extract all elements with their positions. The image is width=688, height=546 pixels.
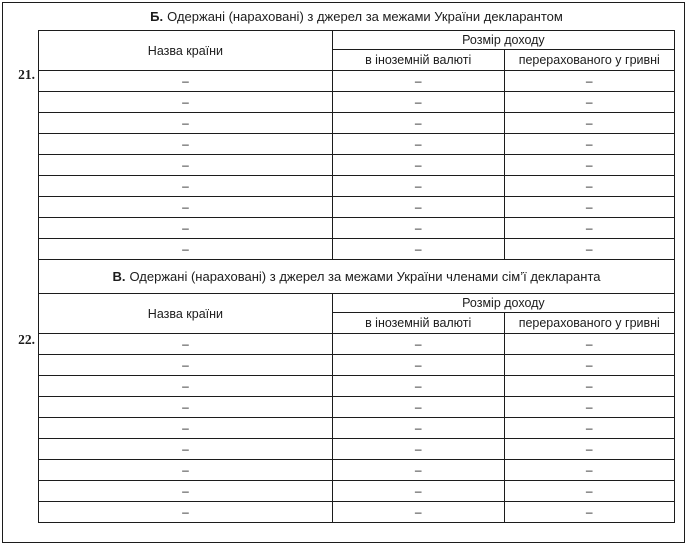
converted-uah-cell: –: [504, 218, 674, 239]
converted-uah-cell: –: [504, 397, 674, 418]
row-number-22: 22.: [18, 332, 35, 347]
country-cell: –: [39, 418, 333, 439]
country-cell: –: [39, 155, 333, 176]
foreign-currency-cell: –: [332, 376, 504, 397]
converted-uah-cell: –: [504, 134, 674, 155]
country-cell: –: [39, 355, 333, 376]
foreign-currency-cell: –: [332, 134, 504, 155]
table-row: [39, 71, 675, 92]
country-cell: –: [39, 239, 333, 260]
foreign-currency-cell: –: [332, 502, 504, 523]
converted-uah-cell: –: [504, 197, 674, 218]
foreign-currency-cell: –: [332, 71, 504, 92]
table-row: [39, 176, 675, 197]
country-cell: –: [39, 397, 333, 418]
foreign-currency-cell: –: [332, 176, 504, 197]
converted-uah-cell: –: [504, 502, 674, 523]
table-row: [39, 439, 675, 460]
column-header-country: Назва країни: [39, 31, 333, 71]
foreign-currency-cell: –: [332, 92, 504, 113]
section-v-title: [38, 260, 675, 293]
column-header-converted-uah: перерахованого у гривні: [504, 50, 674, 71]
column-header-foreign-currency: в іноземній валюті: [332, 50, 504, 71]
section-b-letter: Б.: [150, 9, 164, 24]
table-row: [39, 218, 675, 239]
table-row: [39, 334, 675, 355]
section-b-title-text: Одержані (нараховані) з джерел за межами України декларантом: [167, 9, 563, 24]
foreign-currency-cell: –: [332, 113, 504, 134]
country-cell: –: [39, 71, 333, 92]
converted-uah-cell: –: [504, 460, 674, 481]
country-cell: –: [39, 376, 333, 397]
section-b-title: [38, 7, 675, 26]
table-row: [39, 460, 675, 481]
converted-uah-cell: –: [504, 155, 674, 176]
converted-uah-cell: –: [504, 113, 674, 134]
country-cell: –: [39, 197, 333, 218]
converted-uah-cell: –: [504, 481, 674, 502]
section-v-title-text: Одержані (нараховані) з джерел за межами України членами сім’ї декларанта: [129, 269, 601, 284]
income-table-declarant: [38, 30, 675, 260]
column-header-income-group: Розмір доходу: [332, 294, 674, 313]
column-header-country: Назва країни: [39, 294, 333, 334]
converted-uah-cell: –: [504, 92, 674, 113]
country-cell: –: [39, 439, 333, 460]
converted-uah-cell: –: [504, 334, 674, 355]
table-row: [39, 355, 675, 376]
table-row: [39, 397, 675, 418]
column-header-income-group: Розмір доходу: [332, 31, 674, 50]
row-number-21: 21.: [18, 67, 35, 82]
form-page: [2, 2, 685, 543]
table-row: [39, 197, 675, 218]
country-cell: –: [39, 134, 333, 155]
income-table-family-members: [38, 293, 675, 523]
table-row: [39, 239, 675, 260]
country-cell: –: [39, 460, 333, 481]
foreign-currency-cell: –: [332, 155, 504, 176]
converted-uah-cell: –: [504, 418, 674, 439]
foreign-currency-cell: –: [332, 218, 504, 239]
foreign-currency-cell: –: [332, 418, 504, 439]
table-row: [39, 481, 675, 502]
converted-uah-cell: –: [504, 239, 674, 260]
foreign-currency-cell: –: [332, 355, 504, 376]
country-cell: –: [39, 502, 333, 523]
country-cell: –: [39, 176, 333, 197]
foreign-currency-cell: –: [332, 334, 504, 355]
foreign-currency-cell: –: [332, 460, 504, 481]
converted-uah-cell: –: [504, 176, 674, 197]
table-row: [39, 134, 675, 155]
section-v-letter: В.: [112, 269, 126, 284]
converted-uah-cell: –: [504, 439, 674, 460]
country-cell: –: [39, 481, 333, 502]
foreign-currency-cell: –: [332, 439, 504, 460]
table-row: [39, 92, 675, 113]
table-row: [39, 113, 675, 134]
country-cell: –: [39, 218, 333, 239]
country-cell: –: [39, 334, 333, 355]
converted-uah-cell: –: [504, 376, 674, 397]
table-row: [39, 155, 675, 176]
country-cell: –: [39, 113, 333, 134]
table-v-body: [39, 334, 675, 523]
table-row: [39, 502, 675, 523]
foreign-currency-cell: –: [332, 481, 504, 502]
converted-uah-cell: –: [504, 355, 674, 376]
country-cell: –: [39, 92, 333, 113]
foreign-currency-cell: –: [332, 239, 504, 260]
column-header-foreign-currency: в іноземній валюті: [332, 313, 504, 334]
table-b-body: [39, 71, 675, 260]
foreign-currency-cell: –: [332, 197, 504, 218]
converted-uah-cell: –: [504, 71, 674, 92]
table-row: [39, 418, 675, 439]
foreign-currency-cell: –: [332, 397, 504, 418]
table-row: [39, 376, 675, 397]
column-header-converted-uah: перерахованого у гривні: [504, 313, 674, 334]
